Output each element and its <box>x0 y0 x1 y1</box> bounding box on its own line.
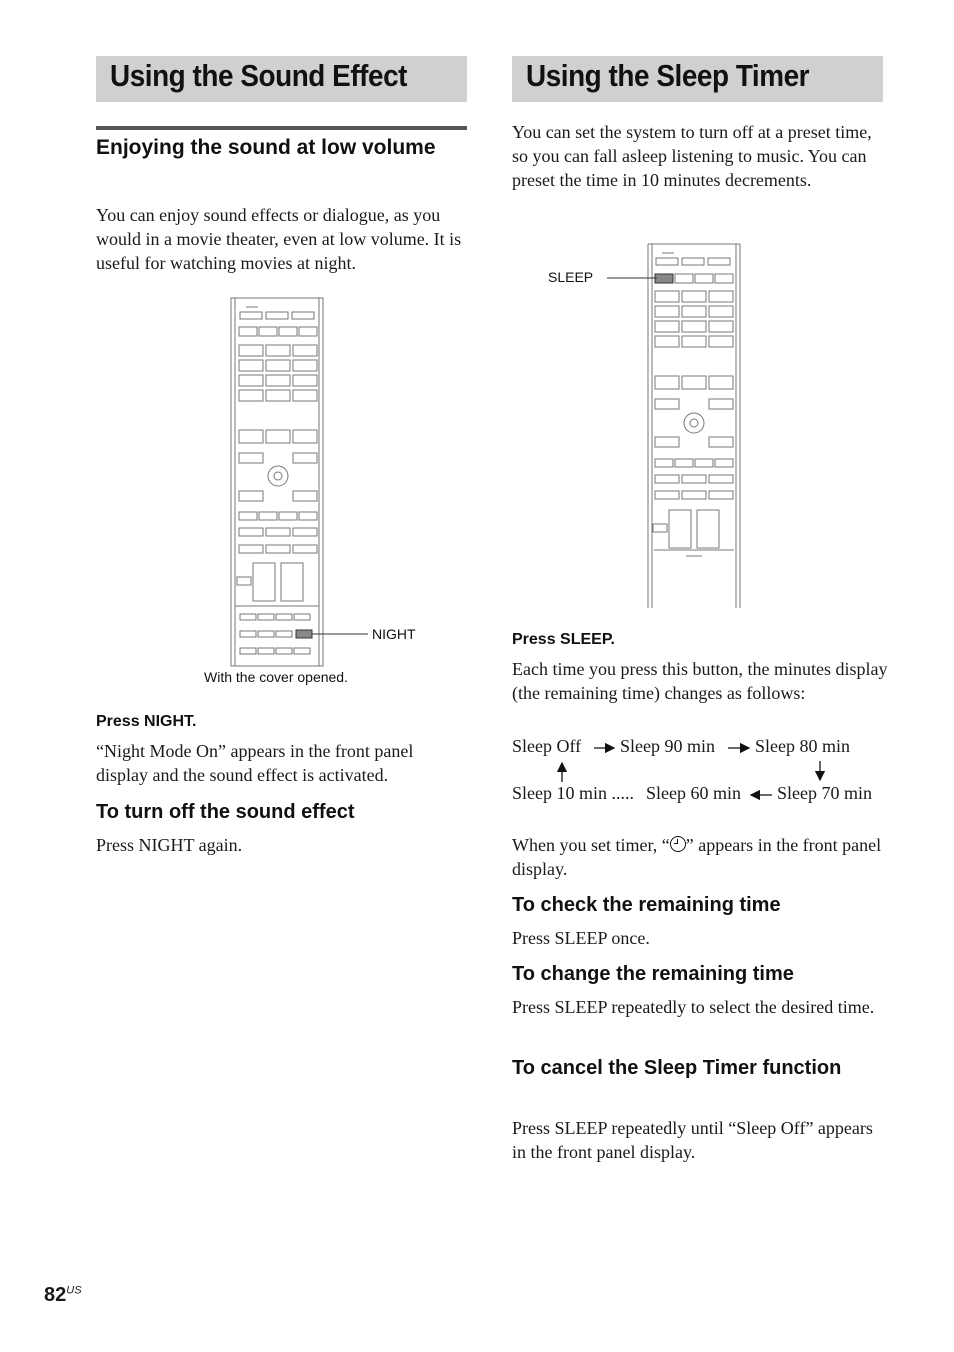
section-title: Using the Sleep Timer <box>526 58 810 93</box>
seq-sleep-off: Sleep Off <box>512 736 582 756</box>
timer-clock-icon <box>670 836 686 852</box>
remote-illustration-night <box>228 296 428 668</box>
seq-sleep-90: Sleep 90 min <box>620 736 715 756</box>
step-text-sleep: Each time you press this button, the minutes display (the remaining time) changes as follows: <box>512 659 888 703</box>
check-time-text: Press SLEEP once. <box>512 928 650 948</box>
section-title: Using the Sound Effect <box>110 58 407 93</box>
sequence-arrows <box>0 730 954 810</box>
timer-text-after: ” appears in the front panel display. <box>512 835 882 879</box>
timer-text-before: When you set timer, “ <box>512 835 670 855</box>
page-number: $82^{US}$ <box>44 1284 82 1306</box>
step-heading-press-night: Press NIGHT. <box>96 713 197 730</box>
seq-sleep-10: Sleep 10 min ..... <box>512 783 634 803</box>
step-heading-press-sleep: Press SLEEP. <box>512 631 615 648</box>
turn-off-text: Press NIGHT again. <box>96 835 243 855</box>
change-time-text: Press SLEEP repeatedly to select the desired time. <box>512 997 875 1017</box>
heading-check-time: To check the remaining time <box>512 894 781 916</box>
remote-illustration-sleep <box>644 242 744 610</box>
night-callout: NIGHT <box>372 626 416 642</box>
sleep-callout-line <box>607 276 657 280</box>
heading-cancel-timer: To cancel the Sleep Timer function <box>512 1057 842 1079</box>
sleep-callout: SLEEP <box>548 269 594 285</box>
subheading-low-volume: Enjoying the sound at low volume <box>96 136 436 159</box>
figure-caption: With the cover opened. <box>204 669 348 685</box>
timer-indicator-text <box>512 833 882 881</box>
sleep-intro-paragraph: You can set the system to turn off at a preset time, so you can fall asleep listening to music. You can preset the time in 10 minutes decrements. <box>512 122 872 190</box>
section-banner-sound-effect <box>96 56 467 102</box>
seq-sleep-60: Sleep 60 min <box>646 783 741 803</box>
heading-change-time: To change the remaining time <box>512 963 794 985</box>
subheading-rule <box>96 126 467 130</box>
heading-turn-off: To turn off the sound effect <box>96 801 355 823</box>
cancel-timer-text: Press SLEEP repeatedly until “Sleep Off” appears in the front panel display. <box>512 1118 873 1162</box>
intro-paragraph: You can enjoy sound effects or dialogue, as you would in a movie theater, even at low volume. It is useful for watching movies at night. <box>96 205 462 273</box>
section-banner-sleep-timer <box>512 56 883 102</box>
seq-sleep-80: Sleep 80 min <box>755 736 850 756</box>
seq-sleep-70: Sleep 70 min <box>777 783 872 803</box>
step-text-night: “Night Mode On” appears in the front panel display and the sound effect is activated. <box>96 741 414 785</box>
